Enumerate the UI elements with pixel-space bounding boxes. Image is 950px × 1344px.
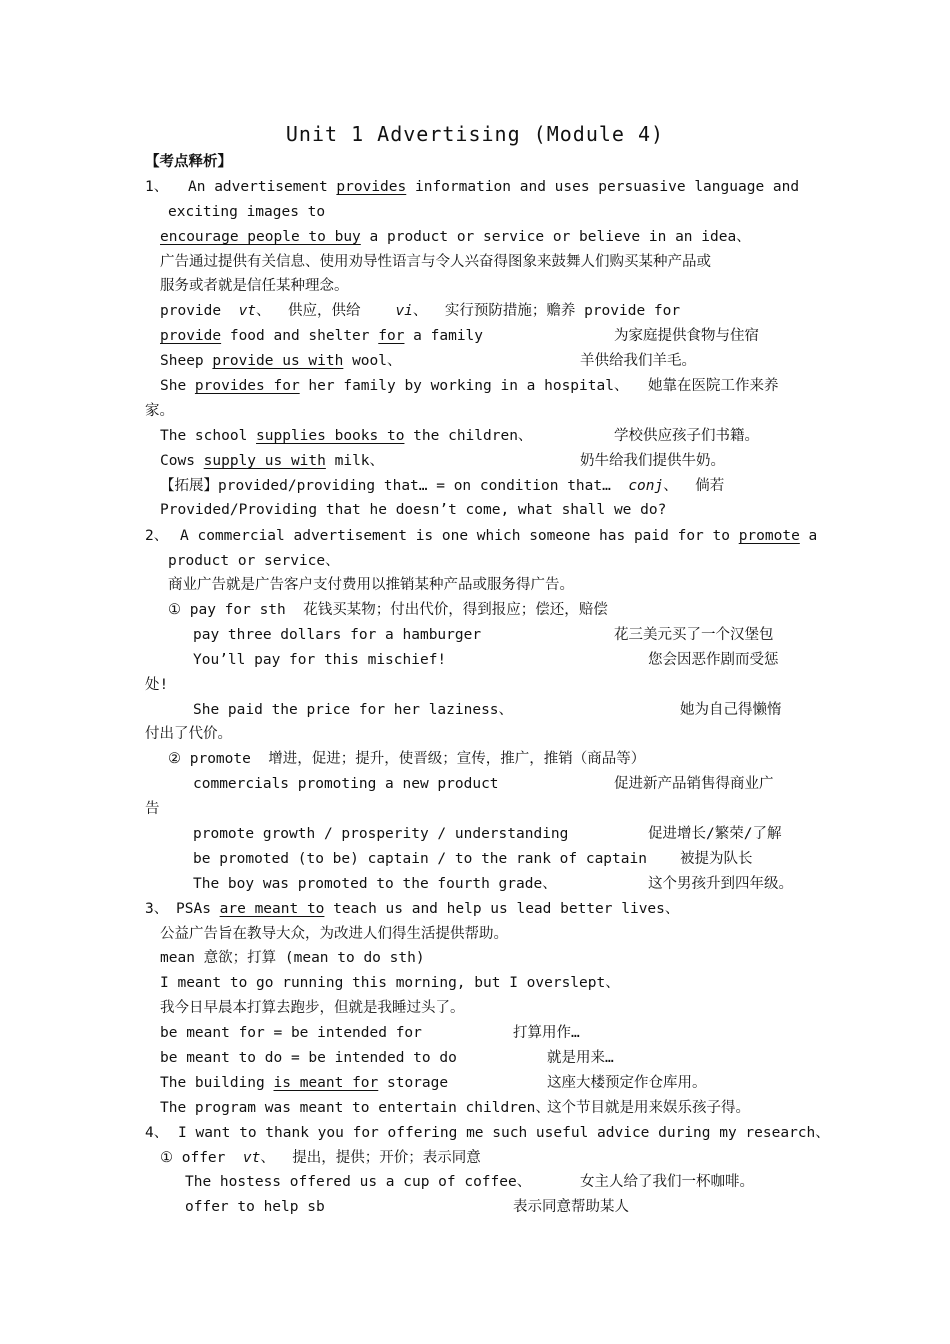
translation: 您会因恶作剧而受惩 <box>648 652 779 668</box>
example-line: The school supplies books to the children、 <box>160 428 533 444</box>
translation: 她靠在医院工作来养 <box>648 378 779 394</box>
chinese-line: 商业广告就是广告客户支付费用以推销某种产品或服务得广告。 <box>168 577 574 593</box>
translation: 女主人给了我们一杯咖啡。 <box>580 1174 754 1190</box>
example-line: pay three dollars for a hamburger <box>193 627 482 643</box>
extension-line: 【拓展】provided/providing that… = on condition that… conj、 倘若 <box>160 478 725 494</box>
translation: 这座大楼预定作仓库用。 <box>547 1075 707 1091</box>
translation: 她为自己得懒惰 <box>680 702 782 718</box>
translation: 促进新产品销售得商业广 <box>614 776 774 792</box>
vocab-entry: ① pay for sth 花钱买某物；付出代价，得到报应；偿还，赔偿 <box>168 602 608 618</box>
vocab-entry: mean 意欲；打算 (mean to do sth) <box>160 950 425 966</box>
text-line: 付出了代价。 <box>145 726 232 742</box>
vocab-entry: ① offer vt、 提出，提供；开价；表示同意 <box>160 1150 481 1166</box>
text-line: 告 <box>145 801 160 817</box>
example-line: commercials promoting a new product <box>193 776 499 792</box>
example-line: be meant to do = be intended to do <box>160 1050 457 1066</box>
example-line: provide food and shelter for a family <box>160 328 484 344</box>
translation: 被提为队长 <box>680 851 753 867</box>
example-line: be promoted (to be) captain / to the rank of captain <box>193 851 647 867</box>
translation: 促进增长/繁荣/了解 <box>648 826 782 842</box>
translation: 花三美元买了一个汉堡包 <box>614 627 774 643</box>
chinese-line: 公益广告旨在教导大众，为改进人们得生活提供帮助。 <box>160 926 508 942</box>
example-line: The building is meant for storage <box>160 1075 449 1091</box>
example-line: The hostess offered us a cup of coffee、 <box>185 1174 532 1190</box>
translation: 就是用来… <box>547 1050 614 1066</box>
text-line: PSAs are meant to teach us and help us lead better lives、 <box>176 901 680 917</box>
translation: 学校供应孩子们书籍。 <box>614 428 759 444</box>
item-number: 2、 <box>145 528 169 544</box>
translation: 打算用作… <box>513 1025 580 1041</box>
translation: 羊供给我们羊毛。 <box>580 353 696 369</box>
text-line: 家。 <box>145 403 174 419</box>
example-line: Cows supply us with milk、 <box>160 453 385 469</box>
chinese-line: 服务或者就是信任某种理念。 <box>160 278 349 294</box>
text-line: encourage people to buy a product or service or believe in an idea、 <box>160 229 751 245</box>
chinese-line: 广告通过提供有关信息、使用劝导性语言与令人兴奋得图象来鼓舞人们购买某种产品或 <box>160 254 711 270</box>
example-line: She provides for her family by working in a hospital、 <box>160 378 629 394</box>
example-line: promote growth / prosperity / understanding <box>193 826 569 842</box>
example-line: I meant to go running this morning, but I overslept、 <box>160 975 620 991</box>
translation: 奶牛给我们提供牛奶。 <box>580 453 725 469</box>
translation: 这个节目就是用来娱乐孩子得。 <box>547 1100 750 1116</box>
example-line: The boy was promoted to the fourth grade、 <box>193 876 557 892</box>
example-line: Sheep provide us with wool、 <box>160 353 402 369</box>
vocab-entry: provide vt、 供应，供给 vi、 实行预防措施；赡养 provide for <box>160 303 681 319</box>
page-title: Unit 1 Advertising (Module 4) <box>285 122 665 146</box>
text-line: product or service、 <box>168 553 340 569</box>
example-line: offer to help sb <box>185 1199 325 1215</box>
text-line: A commercial advertisement is one which someone has paid for to promote a <box>180 528 818 544</box>
section-heading: 【考点释析】 <box>145 154 232 170</box>
text-line: An advertisement provides information and uses persuasive language and <box>188 179 800 195</box>
vocab-entry: ② promote 增进，促进；提升，使晋级；宣传，推广，推销（商品等） <box>168 751 646 767</box>
chinese-line: 我今日早晨本打算去跑步，但就是我睡过头了。 <box>160 1000 465 1016</box>
item-number: 1、 <box>145 179 169 195</box>
item-number: 3、 <box>145 901 169 917</box>
example-line: The program was meant to entertain children、 <box>160 1100 550 1116</box>
example-line: Provided/Providing that he doesn’t come, what shall we do? <box>160 502 667 518</box>
example-line: be meant for = be intended for <box>160 1025 422 1041</box>
text-line: exciting images to <box>168 204 326 220</box>
text-line: I want to thank you for offering me such useful advice during my research、 <box>178 1125 830 1141</box>
translation: 表示同意帮助某人 <box>513 1199 629 1215</box>
example-line: She paid the price for her laziness、 <box>193 702 514 718</box>
example-line: You’ll pay for this mischief! <box>193 652 447 668</box>
text-line: 处! <box>145 677 169 693</box>
translation: 这个男孩升到四年级。 <box>648 876 793 892</box>
translation: 为家庭提供食物与住宿 <box>614 328 759 344</box>
item-number: 4、 <box>145 1125 169 1141</box>
